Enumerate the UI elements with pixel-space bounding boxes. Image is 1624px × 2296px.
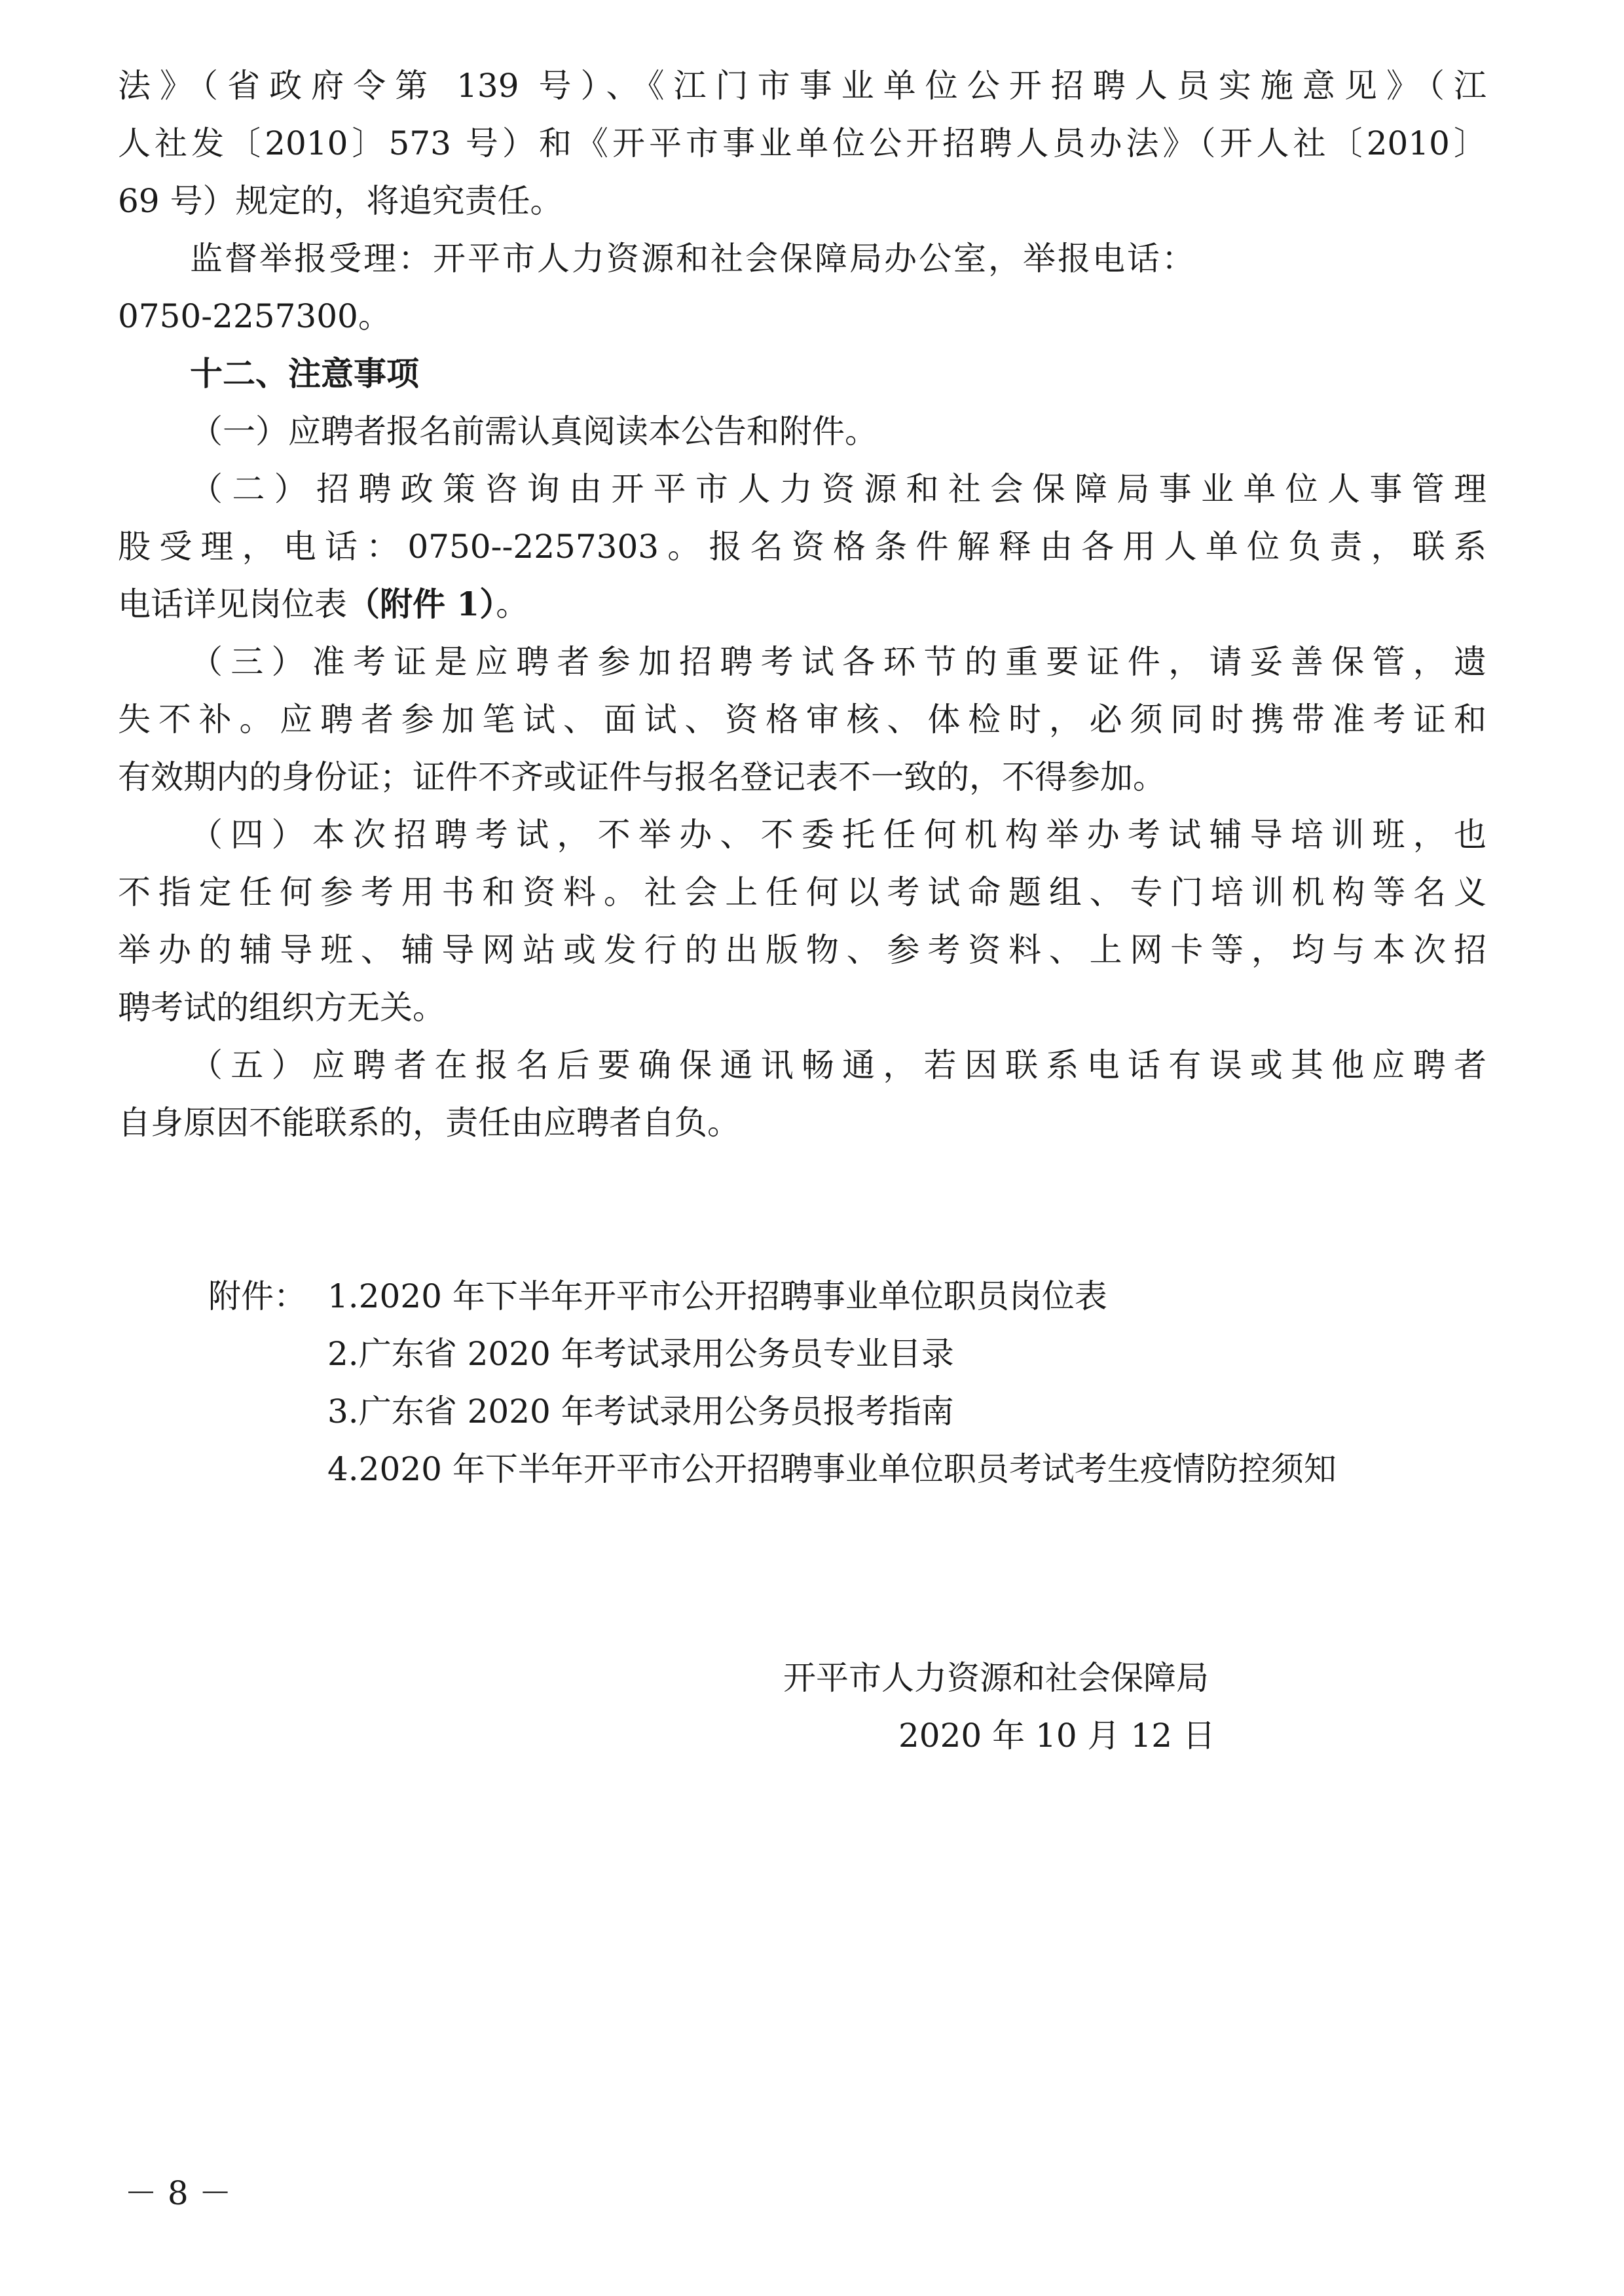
supervision-phone: 0750-2257300。 [118, 297, 391, 335]
notice-item-4-line-2: 不指定任何参考用书和资料。社会上任何以考试命题组、专门培训机构等名义 [118, 873, 1486, 911]
attachments-label: 附件： [208, 1277, 306, 1315]
notice-item-2-line-2: 股受理，电话：0750--2257303。报名资格条件解释由各用人单位负责，联系 [118, 528, 1486, 566]
notice-item-5-line-1: （五）应聘者在报名后要确保通讯畅通，若因联系电话有误或其他应聘者 [190, 1046, 1486, 1084]
notice-item-4-line-4: 聘考试的组织方无关。 [118, 989, 445, 1027]
attachment-item: 3.广东省 2020 年考试录用公务员报考指南 [327, 1393, 954, 1430]
notice-item-3-line-1: （三）准考证是应聘者参加招聘考试各环节的重要证件，请妥善保管，遗 [190, 643, 1486, 681]
notice-item-2-line-3-text: 电话详见岗位表 [118, 585, 347, 623]
supervision-line-1: 监督举报受理：开平市人力资源和社会保障局办公室，举报电话： [190, 240, 1196, 278]
attachment-item: 4.2020 年下半年开平市公开招聘事业单位职员考试考生疫情防控须知 [327, 1450, 1337, 1488]
continuation-line-1: 法》（省政府令第 139 号）、《江门市事业单位公开招聘人员实施意见》（江 [118, 67, 1486, 105]
notice-item-3-line-3: 有效期内的身份证；证件不齐或证件与报名登记表不一致的，不得参加。 [118, 758, 1166, 796]
continuation-line-3: 69 号）规定的，将追究责任。 [118, 182, 563, 220]
continuation-line-2: 人社发〔2010〕573 号）和《开平市事业单位公开招聘人员办法》（开人社〔2010〕 [118, 124, 1486, 162]
page-number: － 8 － [124, 2174, 232, 2212]
issuing-organization: 开平市人力资源和社会保障局 [783, 1659, 1209, 1697]
notice-item-3-line-2: 失不补。应聘者参加笔试、面试、资格审核、体检时，必须同时携带准考证和 [118, 701, 1486, 738]
attachment-item: 1.2020 年下半年开平市公开招聘事业单位职员岗位表 [327, 1277, 1107, 1315]
notice-item-2-line-1: （二）招聘政策咨询由开平市人力资源和社会保障局事业单位人事管理 [190, 470, 1486, 508]
notice-item-2-line-3 [118, 585, 529, 623]
notice-item-4-line-3: 举办的辅导班、辅导网站或发行的出版物、参考资料、上网卡等，均与本次招 [118, 931, 1486, 969]
attachment-1-reference: （附件 1） [347, 585, 496, 623]
notice-item-2-line-3-end: 。 [496, 585, 529, 623]
section-heading: 十二、注意事项 [190, 354, 419, 393]
notice-item-5-line-2: 自身原因不能联系的，责任由应聘者自负。 [118, 1104, 740, 1142]
attachment-item: 2.广东省 2020 年考试录用公务员专业目录 [327, 1335, 954, 1373]
issue-date: 2020 年 10 月 12 日 [898, 1717, 1215, 1755]
notice-item-1: （一）应聘者报名前需认真阅读本公告和附件。 [190, 412, 877, 450]
notice-item-4-line-1: （四）本次招聘考试，不举办、不委托任何机构举办考试辅导培训班，也 [190, 816, 1486, 854]
